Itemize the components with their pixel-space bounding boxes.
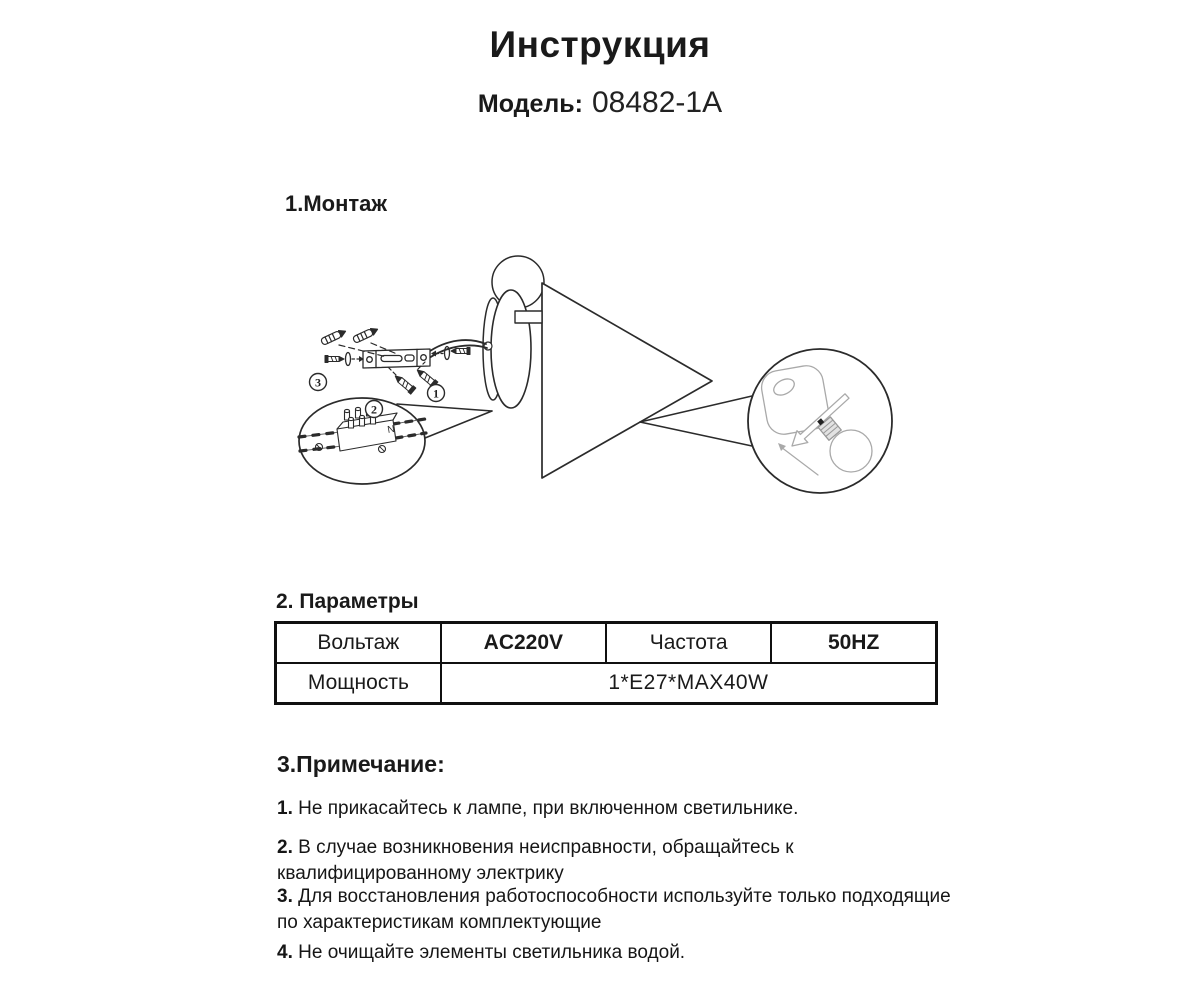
note-number: 3. [277,886,293,907]
note-number: 4. [277,942,293,963]
model-line [0,86,1200,120]
power-label-cell: Мощность [276,663,441,704]
voltage-label-cell: Вольтаж [276,623,441,664]
cone-shade [542,283,712,478]
frequency-value-cell: 50HZ [771,623,936,664]
svg-text:1: 1 [433,386,439,401]
power-value-cell: 1*E27*MAX40W [441,663,937,704]
voltage-value-cell: AC220V [441,623,606,664]
screw-icon [325,356,344,363]
note-text: Не очищайте элементы светильника водой. [298,942,686,963]
note-item [277,835,965,887]
note-item [277,884,965,936]
table-row [276,623,937,664]
note-text: Не прикасайтесь к лампе, при включенном светильнике. [298,798,799,819]
screw-icon [451,348,470,355]
wall-anchor-icon [352,326,379,343]
note-item [277,940,965,966]
callout-number-1 [428,385,445,402]
table-row [276,663,937,704]
parameters-table [274,621,938,705]
note-text: В случае возникновения неисправности, обращайтесь к квалифицированному электрику [277,837,794,884]
callout-number-2 [366,401,383,418]
callout-number-3 [310,374,327,391]
section-heading-montage: 1.Монтаж [285,191,388,216]
section-heading-notes: 3.Примечание: [277,751,445,777]
lamp-arm [515,311,542,323]
model-number: 08482-1A [592,86,723,119]
note-number: 2. [277,837,293,858]
note-item [277,796,965,822]
note-number: 1. [277,798,293,819]
svg-text:2: 2 [371,402,377,417]
assembly-arrow-right [352,356,364,362]
neutral-wire-label: N [386,423,396,436]
page-title: Инструкция [489,24,711,65]
wall-anchor-icon [320,328,347,345]
mounting-bracket [363,349,430,368]
frequency-label-cell: Частота [606,623,771,664]
screw-icon [393,373,416,394]
canopy-plate [483,290,531,408]
model-label: Модель: [477,90,583,118]
washer-icon [346,353,351,366]
section-heading-params: 2. Параметры [276,590,419,613]
note-text: Для восстановления работоспособности используйте только подходящие по характеристикам комплектующие [277,886,951,933]
svg-text:3: 3 [315,375,321,390]
installation-diagram [285,246,895,506]
